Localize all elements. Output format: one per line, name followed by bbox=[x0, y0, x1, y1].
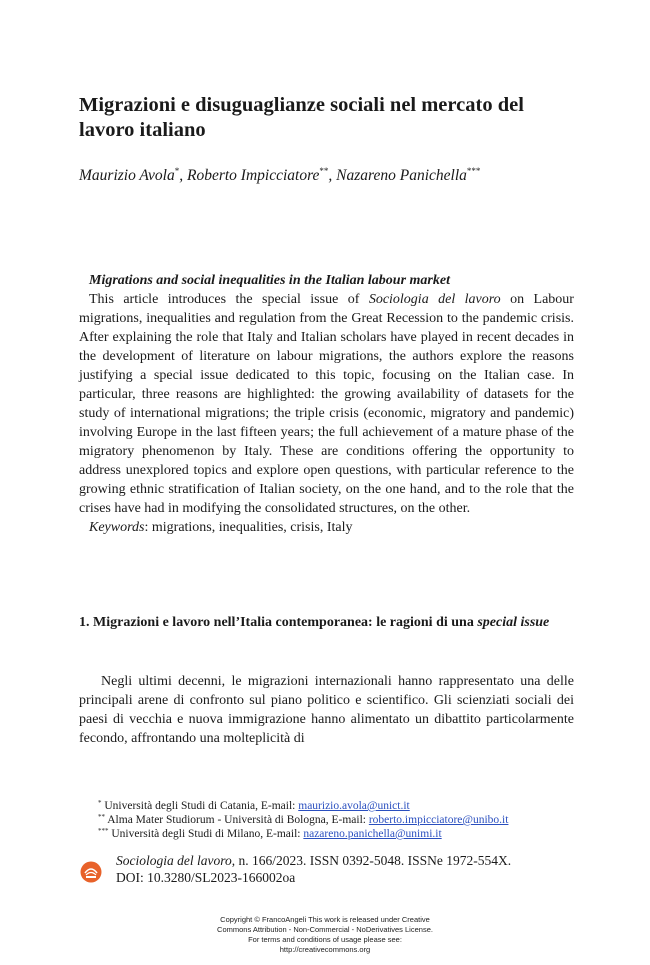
publisher-logo-icon bbox=[80, 861, 102, 883]
author-mark: ** bbox=[319, 166, 329, 176]
journal-doi: DOI: 10.3280/SL2023-166002oa bbox=[116, 870, 296, 885]
author-name: Nazareno Panichella bbox=[336, 167, 467, 184]
keywords-label: Keywords bbox=[89, 520, 145, 535]
section-paragraph: Negli ultimi decenni, le migrazioni internazionali hanno rappresentato una delle principali arene di confronto sul piano politico e scientifico. Gli scienziati sociali dei paesi di vecchia e nuova immigrazione hanno alimentato un dibattito particolarmente fecondo, affrontando una molteplicità di bbox=[79, 674, 574, 746]
author-name: Roberto Impicciatore bbox=[186, 167, 320, 184]
author-mark: *** bbox=[466, 166, 481, 176]
footnote: ** Alma Mater Studiorum - Università di Bologna, E-mail: roberto.impicciatore@unibo.it bbox=[98, 813, 509, 826]
keywords-list: : migrations, inequalities, crisis, Italy bbox=[144, 520, 353, 535]
keywords bbox=[79, 518, 574, 537]
email-link[interactable]: roberto.impicciatore@unibo.it bbox=[368, 814, 509, 826]
journal-info bbox=[116, 852, 586, 886]
footnotes bbox=[98, 799, 578, 841]
license-link[interactable]: http://creativecommons.org bbox=[279, 945, 371, 954]
email-link[interactable]: maurizio.avola@unict.it bbox=[298, 800, 410, 812]
article-title: Migrazioni e disuguaglianze sociali nel mercato del lavoro italiano bbox=[79, 94, 524, 141]
footnote: * Università degli Studi di Catania, E-mail: maurizio.avola@unict.it bbox=[98, 799, 410, 812]
journal-name-italic: Sociologia del lavoro bbox=[368, 292, 501, 307]
author-name: Maurizio Avola bbox=[79, 167, 175, 184]
journal-name: Sociologia del lavoro bbox=[116, 853, 232, 868]
footnote: *** Università degli Studi di Milano, E-mail: nazareno.panichella@unimi.it bbox=[98, 827, 442, 840]
copyright-notice: Copyright © FrancoAngeli This work is released under Creative Commons Attribution - Non-Commercial - NoDerivatives License. For terms and conditions of usage please see: http://creativecommons.org bbox=[170, 915, 480, 955]
abstract-title: Migrations and social inequalities in the Italian labour market bbox=[89, 273, 450, 288]
author-mark: * bbox=[174, 166, 180, 176]
journal-issn: , n. 166/2023. ISSN 0392-5048. ISSNe 1972-554X. bbox=[231, 853, 512, 868]
email-link[interactable]: nazareno.panichella@unimi.it bbox=[303, 828, 442, 840]
section-heading: 1. Migrazioni e lavoro nell’Italia contemporanea: le ragioni di una special issue bbox=[79, 615, 550, 630]
abstract-text: This article introduces the special issue of Sociologia del lavoro on Labour migrations, inequalities and regulation from the Great Recession to the pandemic crisis. After explaining the role that Italy and Italian scholars have played in recent decades in the development of literature on labour migrations, the authors explore the reasons justifying a special issue dedicated to this topic, focusing on the Italian case. In particular, three reasons are highlighted: the growing availability of datasets for the study of international migrations; the triple crisis (economic, migratory and pandemic) involving Europe in the last fifteen years; the full achievement of a mature phase of the migratory phenomenon by Italy. These are conditions offering the opportunity to address unexplored topics and explore open questions, with particular reference to the growing ethnic stratification of Italian society, on the one hand, and to the role that the crises have had in modifying the consolidated structures, on the other. bbox=[79, 292, 574, 516]
abstract bbox=[79, 271, 574, 537]
author-list: Maurizio Avola*, Roberto Impicciatore**, Nazareno Panichella*** bbox=[79, 166, 481, 184]
